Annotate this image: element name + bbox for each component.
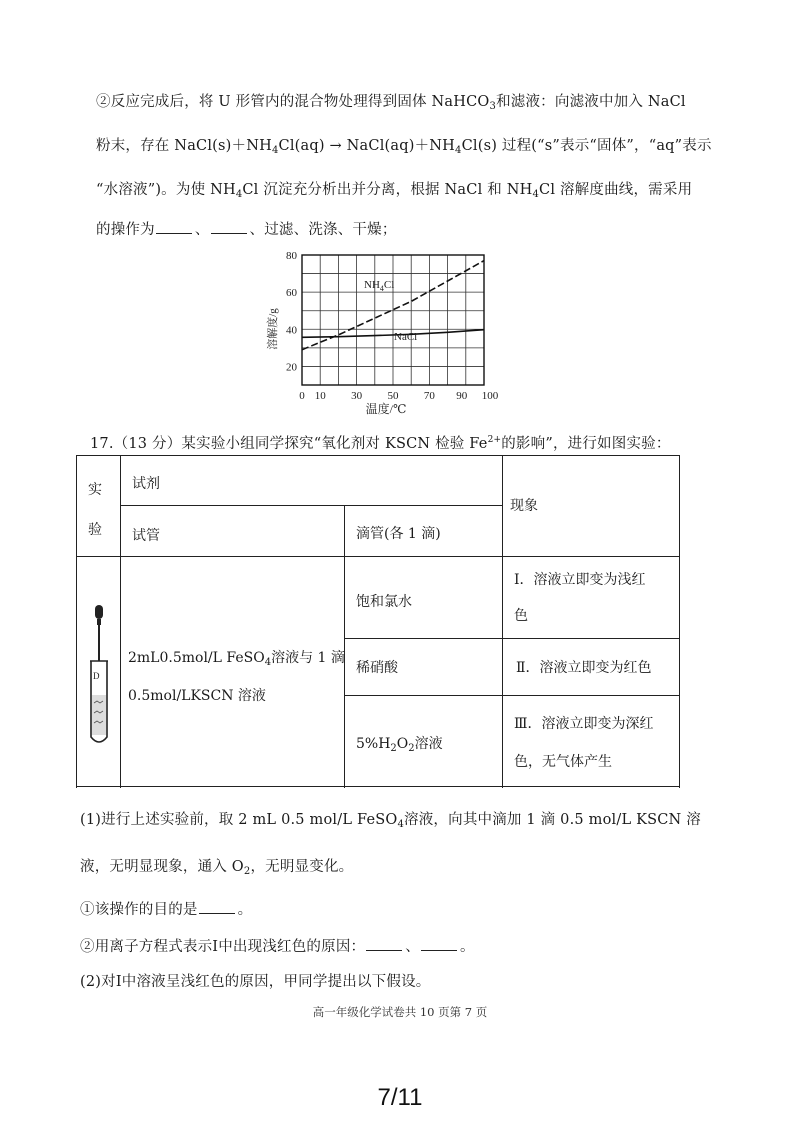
phenomenon-1b: 色 [514, 608, 528, 624]
page-footer: 高一年级化学试卷共 10 页第 7 页 [312, 1005, 488, 1019]
chart-ticks [286, 250, 499, 402]
header-dropper: 滴管(各 1 滴) [356, 526, 441, 542]
y-tick-label: 40 [286, 324, 297, 337]
text-line-4: 的操作为 、 、过滤、洗涤、干燥； [96, 222, 397, 238]
header-phenomenon: 现象 [510, 498, 538, 514]
phenomenon-3a: Ⅲ．溶液立即变为深红 [514, 716, 654, 732]
y-tick-label: 80 [286, 250, 297, 262]
answer-blank [156, 223, 192, 234]
x-tick-label: 70 [423, 390, 435, 402]
q-sub-2: ②用离子方程式表示Ⅰ中出现浅红色的原因： 、 。 [80, 939, 475, 955]
x-tick-label: 0 [299, 390, 305, 402]
answer-blank [199, 903, 235, 914]
x-tick-label: 50 [387, 390, 399, 402]
text-line-1: ②反应完成后，将 U 形管内的混合物处理得到固体 NaHCO$_3$和滤液：向滤液中加入 NaCl [96, 94, 686, 112]
q-part-1-cont: 液，无明显现象，通入 $O_2$，无明显变化。 [80, 859, 354, 877]
svg-text:D: D [93, 671, 100, 681]
answer-blank [366, 940, 402, 951]
test-tube-icon [82, 599, 116, 749]
drop-2: 稀硝酸 [356, 660, 398, 676]
tube-content-line-2: 0.5mol/LKSCN 溶液 [128, 688, 266, 704]
q-sub-1: ①该操作的目的是 。 [80, 902, 253, 918]
chart-ylabel: 溶解度/g [267, 308, 279, 350]
text-line-2: 粉末，存在 $NaCl(s)+NH_4Cl(aq)$ → $NaCl(aq)+NH_4Cl(s)$ 过程(“s”表示“固体”，“aq”表示 [96, 138, 712, 156]
header-reagent: 试剂 [132, 476, 160, 492]
answer-blank [421, 940, 457, 951]
q-part-2: (2)对Ⅰ中溶液呈浅红色的原因，甲同学提出以下假设。 [80, 974, 431, 990]
text-line-3: “水溶液”)。为使 $NH_4Cl$ 沉淀充分析出并分离，根据 NaCl 和 $NH_4Cl$ 溶解度曲线，需采用 [96, 182, 693, 200]
chart-grid [302, 255, 484, 385]
y-tick-label: 20 [286, 361, 297, 374]
chart-xlabel: 温度/℃ [365, 402, 407, 416]
q-part-1: (1)进行上述实验前，取 2 mL 0.5 mol/L FeSO$_4$溶液，向其中滴加 1 滴 0.5 mol/L KSCN 溶 [80, 812, 701, 830]
drop-1: 饱和氯水 [356, 594, 412, 610]
drop-3: $5\%H_2O_2$溶液 [356, 736, 443, 754]
experiment-table [76, 455, 680, 788]
x-tick-label: 30 [351, 390, 363, 402]
series-label-nh4cl: $NH_4Cl$ [364, 279, 395, 293]
y-tick-label: 60 [286, 287, 297, 300]
phenomenon-3b: 色，无气体产生 [514, 754, 612, 770]
phenomenon-2: Ⅱ．溶液立即变为红色 [516, 660, 652, 676]
series-label-nacl: NaCl [394, 331, 418, 343]
phenomenon-1a: Ⅰ．溶液立即变为浅红 [514, 572, 646, 588]
x-tick-label: 10 [314, 390, 326, 402]
tube-content-line-1: 2mL0.5mol/L FeSO$_4$溶液与 1 滴 [128, 650, 345, 668]
header-exp-2: 验 [88, 522, 102, 538]
header-tube: 试管 [132, 528, 160, 544]
x-tick-label: 90 [456, 390, 468, 402]
header-exp-1: 实 [88, 482, 102, 498]
x-tick-label: 100 [481, 390, 499, 402]
solubility-chart [262, 245, 502, 423]
q17-intro: 17.（13 分）某实验小组同学探究“氧化剂对 KSCN 检验 $Fe^{2+}$的影响”，进行如图实验： [90, 435, 671, 452]
answer-blank [211, 223, 247, 234]
page-number: 7/11 [377, 1084, 423, 1111]
